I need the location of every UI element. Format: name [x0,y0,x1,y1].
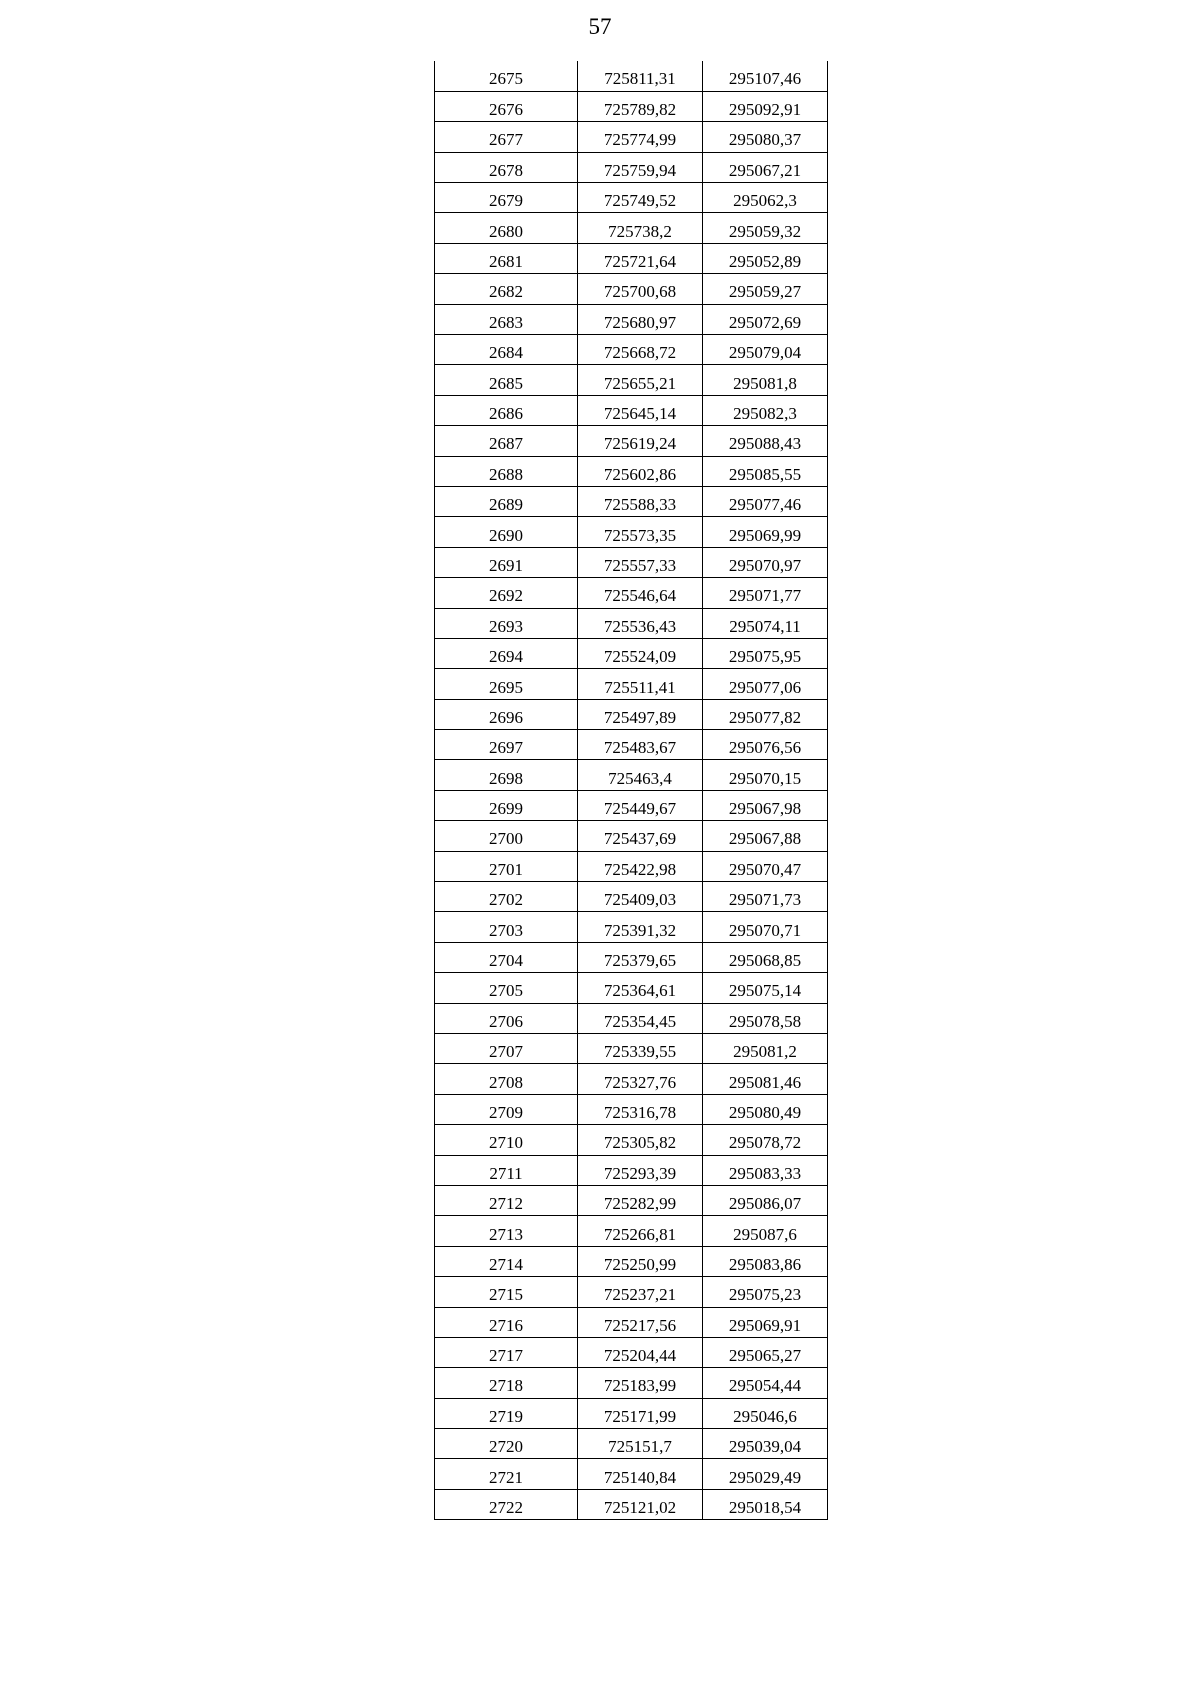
point-number-cell: 2675 [435,61,578,91]
y-coordinate-cell: 295059,32 [703,213,828,243]
table-row [435,1094,828,1124]
y-coordinate-cell: 295085,55 [703,456,828,486]
table-row [435,426,828,456]
table-row [435,304,828,334]
x-coordinate-cell: 725573,35 [578,517,703,547]
x-coordinate-cell: 725379,65 [578,942,703,972]
point-number-cell: 2710 [435,1125,578,1155]
x-coordinate-cell: 725183,99 [578,1368,703,1398]
y-coordinate-cell: 295070,15 [703,760,828,790]
x-coordinate-cell: 725668,72 [578,335,703,365]
point-number-cell: 2708 [435,1064,578,1094]
x-coordinate-cell: 725121,02 [578,1489,703,1519]
x-coordinate-cell: 725250,99 [578,1246,703,1276]
y-coordinate-cell: 295067,88 [703,821,828,851]
x-coordinate-cell: 725588,33 [578,486,703,516]
x-coordinate-cell: 725282,99 [578,1185,703,1215]
point-number-cell: 2676 [435,91,578,121]
table-row [435,1125,828,1155]
table-row [435,973,828,1003]
y-coordinate-cell: 295054,44 [703,1368,828,1398]
y-coordinate-cell: 295083,86 [703,1246,828,1276]
y-coordinate-cell: 295088,43 [703,426,828,456]
y-coordinate-cell: 295062,3 [703,183,828,213]
y-coordinate-cell: 295075,23 [703,1277,828,1307]
point-number-cell: 2705 [435,973,578,1003]
y-coordinate-cell: 295079,04 [703,335,828,365]
x-coordinate-cell: 725217,56 [578,1307,703,1337]
x-coordinate-cell: 725774,99 [578,122,703,152]
y-coordinate-cell: 295082,3 [703,395,828,425]
point-number-cell: 2706 [435,1003,578,1033]
table-row [435,1277,828,1307]
table-row [435,1489,828,1519]
x-coordinate-cell: 725409,03 [578,882,703,912]
point-number-cell: 2692 [435,578,578,608]
page-number: 57 [588,14,612,39]
x-coordinate-cell: 725354,45 [578,1003,703,1033]
x-coordinate-cell: 725738,2 [578,213,703,243]
table-row [435,243,828,273]
x-coordinate-cell: 725619,24 [578,426,703,456]
x-coordinate-cell: 725497,89 [578,699,703,729]
y-coordinate-cell: 295071,73 [703,882,828,912]
x-coordinate-cell: 725721,64 [578,243,703,273]
point-number-cell: 2722 [435,1489,578,1519]
y-coordinate-cell: 295083,33 [703,1155,828,1185]
table-row [435,335,828,365]
x-coordinate-cell: 725811,31 [578,61,703,91]
point-number-cell: 2707 [435,1034,578,1064]
table-row [435,821,828,851]
y-coordinate-cell: 295080,49 [703,1094,828,1124]
y-coordinate-cell: 295068,85 [703,942,828,972]
table-row [435,183,828,213]
point-number-cell: 2678 [435,152,578,182]
point-number-cell: 2681 [435,243,578,273]
y-coordinate-cell: 295070,47 [703,851,828,881]
y-coordinate-cell: 295067,98 [703,790,828,820]
table-row [435,1003,828,1033]
table-row [435,1398,828,1428]
point-number-cell: 2688 [435,456,578,486]
y-coordinate-cell: 295081,46 [703,1064,828,1094]
table-row [435,365,828,395]
table-row [435,1216,828,1246]
table-row [435,882,828,912]
x-coordinate-cell: 725655,21 [578,365,703,395]
table-row [435,547,828,577]
point-number-cell: 2712 [435,1185,578,1215]
y-coordinate-cell: 295081,2 [703,1034,828,1064]
y-coordinate-cell: 295069,99 [703,517,828,547]
x-coordinate-cell: 725700,68 [578,274,703,304]
table-row [435,1034,828,1064]
table-row [435,669,828,699]
y-coordinate-cell: 295075,95 [703,638,828,668]
point-number-cell: 2683 [435,304,578,334]
table-row [435,1368,828,1398]
y-coordinate-cell: 295080,37 [703,122,828,152]
y-coordinate-cell: 295046,6 [703,1398,828,1428]
table-row [435,486,828,516]
table-row [435,851,828,881]
table-row [435,578,828,608]
y-coordinate-cell: 295092,91 [703,91,828,121]
table-row [435,91,828,121]
x-coordinate-cell: 725293,39 [578,1155,703,1185]
point-number-cell: 2703 [435,912,578,942]
x-coordinate-cell: 725645,14 [578,395,703,425]
table-row [435,790,828,820]
x-coordinate-cell: 725546,64 [578,578,703,608]
point-number-cell: 2700 [435,821,578,851]
point-number-cell: 2687 [435,426,578,456]
x-coordinate-cell: 725204,44 [578,1337,703,1367]
table-row [435,730,828,760]
y-coordinate-cell: 295107,46 [703,61,828,91]
table-row [435,61,828,91]
x-coordinate-cell: 725316,78 [578,1094,703,1124]
point-number-cell: 2721 [435,1459,578,1489]
x-coordinate-cell: 725789,82 [578,91,703,121]
point-number-cell: 2691 [435,547,578,577]
y-coordinate-cell: 295070,71 [703,912,828,942]
table-row [435,760,828,790]
point-number-cell: 2716 [435,1307,578,1337]
y-coordinate-cell: 295072,69 [703,304,828,334]
y-coordinate-cell: 295039,04 [703,1429,828,1459]
y-coordinate-cell: 295087,6 [703,1216,828,1246]
x-coordinate-cell: 725536,43 [578,608,703,638]
x-coordinate-cell: 725449,67 [578,790,703,820]
x-coordinate-cell: 725524,09 [578,638,703,668]
x-coordinate-cell: 725749,52 [578,183,703,213]
point-number-cell: 2715 [435,1277,578,1307]
point-number-cell: 2713 [435,1216,578,1246]
point-number-cell: 2680 [435,213,578,243]
coordinates-table [434,61,828,1520]
table-row [435,912,828,942]
x-coordinate-cell: 725557,33 [578,547,703,577]
y-coordinate-cell: 295067,21 [703,152,828,182]
y-coordinate-cell: 295086,07 [703,1185,828,1215]
x-coordinate-cell: 725171,99 [578,1398,703,1428]
point-number-cell: 2711 [435,1155,578,1185]
table-row [435,638,828,668]
y-coordinate-cell: 295077,06 [703,669,828,699]
point-number-cell: 2717 [435,1337,578,1367]
point-number-cell: 2696 [435,699,578,729]
x-coordinate-cell: 725327,76 [578,1064,703,1094]
point-number-cell: 2690 [435,517,578,547]
x-coordinate-cell: 725422,98 [578,851,703,881]
point-number-cell: 2694 [435,638,578,668]
x-coordinate-cell: 725391,32 [578,912,703,942]
x-coordinate-cell: 725463,4 [578,760,703,790]
table-row [435,456,828,486]
point-number-cell: 2698 [435,760,578,790]
point-number-cell: 2686 [435,395,578,425]
point-number-cell: 2714 [435,1246,578,1276]
y-coordinate-cell: 295078,58 [703,1003,828,1033]
table-row [435,274,828,304]
point-number-cell: 2718 [435,1368,578,1398]
table-row [435,1064,828,1094]
point-number-cell: 2720 [435,1429,578,1459]
point-number-cell: 2697 [435,730,578,760]
table-row [435,608,828,638]
x-coordinate-cell: 725759,94 [578,152,703,182]
table-row [435,395,828,425]
table-row [435,213,828,243]
point-number-cell: 2704 [435,942,578,972]
x-coordinate-cell: 725266,81 [578,1216,703,1246]
y-coordinate-cell: 295059,27 [703,274,828,304]
y-coordinate-cell: 295081,8 [703,365,828,395]
table-row [435,1307,828,1337]
y-coordinate-cell: 295074,11 [703,608,828,638]
x-coordinate-cell: 725237,21 [578,1277,703,1307]
point-number-cell: 2719 [435,1398,578,1428]
table-row [435,942,828,972]
point-number-cell: 2695 [435,669,578,699]
y-coordinate-cell: 295069,91 [703,1307,828,1337]
x-coordinate-cell: 725305,82 [578,1125,703,1155]
y-coordinate-cell: 295029,49 [703,1459,828,1489]
x-coordinate-cell: 725339,55 [578,1034,703,1064]
table-row [435,122,828,152]
point-number-cell: 2677 [435,122,578,152]
y-coordinate-cell: 295077,82 [703,699,828,729]
point-number-cell: 2682 [435,274,578,304]
table-row [435,1459,828,1489]
table-row [435,1429,828,1459]
y-coordinate-cell: 295078,72 [703,1125,828,1155]
y-coordinate-cell: 295076,56 [703,730,828,760]
y-coordinate-cell: 295071,77 [703,578,828,608]
point-number-cell: 2679 [435,183,578,213]
x-coordinate-cell: 725483,67 [578,730,703,760]
point-number-cell: 2702 [435,882,578,912]
point-number-cell: 2689 [435,486,578,516]
x-coordinate-cell: 725511,41 [578,669,703,699]
y-coordinate-cell: 295065,27 [703,1337,828,1367]
x-coordinate-cell: 725602,86 [578,456,703,486]
coordinates-table-body [435,61,828,1520]
point-number-cell: 2685 [435,365,578,395]
table-row [435,1185,828,1215]
point-number-cell: 2709 [435,1094,578,1124]
x-coordinate-cell: 725140,84 [578,1459,703,1489]
point-number-cell: 2701 [435,851,578,881]
table-row [435,1337,828,1367]
x-coordinate-cell: 725437,69 [578,821,703,851]
x-coordinate-cell: 725364,61 [578,973,703,1003]
y-coordinate-cell: 295070,97 [703,547,828,577]
y-coordinate-cell: 295077,46 [703,486,828,516]
x-coordinate-cell: 725151,7 [578,1429,703,1459]
y-coordinate-cell: 295018,54 [703,1489,828,1519]
point-number-cell: 2684 [435,335,578,365]
table-row [435,152,828,182]
point-number-cell: 2699 [435,790,578,820]
y-coordinate-cell: 295075,14 [703,973,828,1003]
table-row [435,1246,828,1276]
table-row [435,1155,828,1185]
table-row [435,699,828,729]
x-coordinate-cell: 725680,97 [578,304,703,334]
table-row [435,517,828,547]
y-coordinate-cell: 295052,89 [703,243,828,273]
point-number-cell: 2693 [435,608,578,638]
